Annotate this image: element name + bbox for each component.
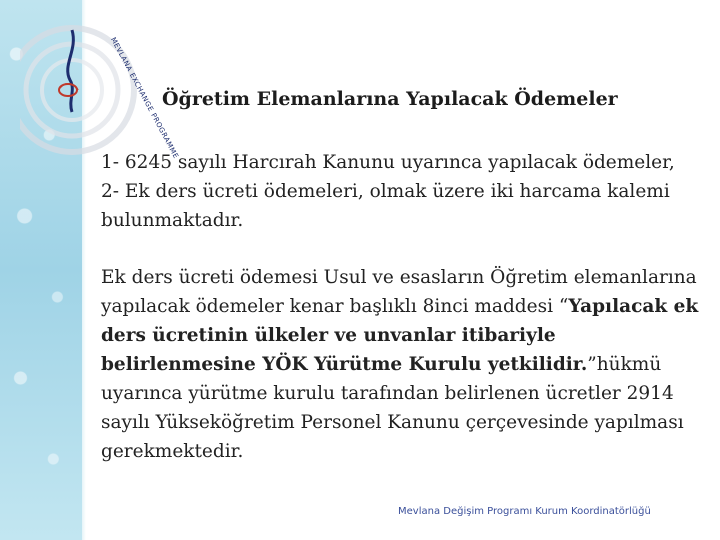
list-item-1: 1- 6245 sayılı Harcırah Kanunu uyarınca yapılacak ödemeler, <box>101 152 675 173</box>
page-title: Öğretim Elemanlarına Yapılacak Ödemeler <box>162 88 618 110</box>
body-content <box>101 148 701 466</box>
spacer <box>101 235 701 263</box>
logo-arc-text: MEVLANA EXCHANGE PROGRAMME <box>108 36 180 161</box>
footer-text: Mevlana Değişim Programı Kurum Koordinatörlüğü <box>398 506 651 517</box>
explanation-paragraph <box>101 263 701 466</box>
paragraph-part-1: Ek ders ücreti ödemesi Usul ve esasların Öğretim elemanlarına yapılacak ödemeler kenar başlıklı 8inci maddesi “ <box>101 267 697 317</box>
paragraph-bold-quote: Yapılacak ek ders ücretinin ülkeler ve unvanlar itibariyle belirlenmesine YÖK Yürütme Kurulu yetkilidir. <box>101 296 699 375</box>
paragraph-part-2: ”hükmü uyarınca yürütme kurulu tarafından belirlenen ücretler 2914 sayılı Yükseköğretim Personel Kanunu çerçevesinde yapılması gerekmektedir. <box>101 354 684 462</box>
list-item-2: 2- Ek ders ücreti ödemeleri, olmak üzere iki harcama kalemi bulunmaktadır. <box>101 181 670 231</box>
